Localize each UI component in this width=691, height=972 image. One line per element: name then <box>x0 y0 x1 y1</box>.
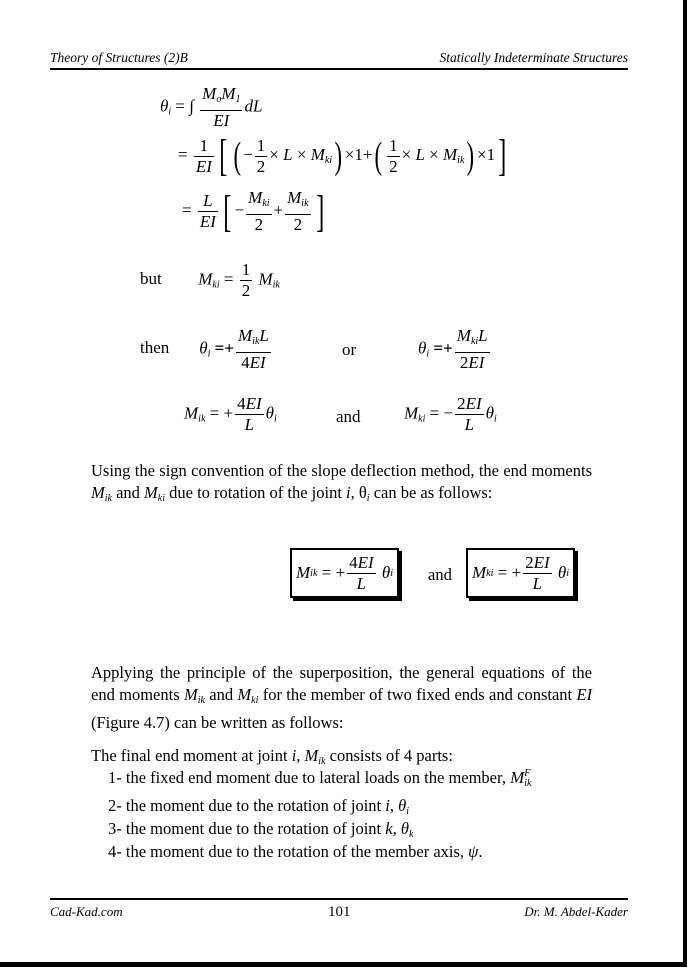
footer-right: Dr. M. Abdel-Kader <box>524 904 628 919</box>
word-or: or <box>342 340 357 359</box>
but-line: but $M_{ki}$ = $\frac{1}{2}$ $M_{ik}$ <box>140 260 280 300</box>
equation-theta-integral: $\theta_i$ = ∫ $\frac{M_oM_1}{EI}$ dL <box>160 84 263 130</box>
word-but: but <box>140 269 162 289</box>
page-header <box>50 50 628 70</box>
boxed-equation-mik: M ik = + $\frac{4EI}{L}$ θ i <box>290 548 399 598</box>
word-and-2: and <box>428 565 452 584</box>
p1-text-d: can be as follows: <box>373 483 493 502</box>
word-and-1: and <box>336 407 361 426</box>
p3-text-b: consists of 4 parts: <box>329 746 453 765</box>
list-item-3-text: 3- the moment due to the rotation of joint <box>108 819 382 838</box>
header-right: Statically Indeterminate Structures <box>439 50 628 65</box>
p1-text-a: Using the sign convention of the slope deflection method, the end moments <box>91 461 592 480</box>
list-item-2: 2- the moment due to the rotation of joint i, $\theta_i$ <box>108 796 409 817</box>
boxed-equation-mki: M ki = + $\frac{2EI}{L}$ θ i <box>466 548 575 598</box>
page-footer <box>50 898 628 930</box>
footer-left: Cad-Kad.com <box>50 904 123 919</box>
p3-text-a: The final end moment at joint <box>91 746 288 765</box>
equation-step-2: = $\frac{1}{EI}$ [ ( − $\frac{1}{2}$ × $L \times M_{ki}) \times 1+$( $\frac{1}{2}$ × $L \times M_{ik}) \times 1$] <box>178 131 507 180</box>
paragraph-sign-convention: Using the sign convention of the slope deflection method, the end moments $M_{ik}$ and $M_{ki}$ due to rotation of the joint i, $\theta_i$ can be as follows: <box>91 461 592 504</box>
page-number: 101 <box>328 904 351 920</box>
list-item-4-text: 4- the moment due to the rotation of the member axis, <box>108 842 465 861</box>
paragraph-final-moment: The final end moment at joint i, $M_{ik}$ consists of 4 parts: <box>91 746 453 767</box>
header-left: Theory of Structures (2)B <box>50 50 188 65</box>
list-item-2-text: 2- the moment due to the rotation of joint <box>108 796 382 815</box>
list-item-1-text: 1- the fixed end moment due to lateral loads on the member, <box>108 768 506 787</box>
equation-step-3: = $\frac{L}{EI}$ [ − $\frac{M_{ki}}{2}$ + $\frac{M_{ik}}{2}$ ] <box>182 186 324 236</box>
equation-theta-2ei: $\theta_i$ =+ $\frac{M_{ki}L}{2EI}$ <box>418 326 488 372</box>
p2-text-c: for the member of two fixed ends and constant <box>262 685 573 704</box>
p2-text-b: and <box>209 685 234 704</box>
list-item-1: 1- the fixed end moment due to lateral loads on the member, M F ik <box>108 768 532 790</box>
paragraph-superposition: Applying the principle of the superposition, the general equations of the end moments $M_{ik}$ and $M_{ki}$ for the member of two fixed ends and constant EI (Figure 4.7) can be written as follows: <box>91 663 593 732</box>
list-item-3: 3- the moment due to the rotation of joint k, $\theta_k$ <box>108 819 414 840</box>
p2-text-a: Applying the principle of the superposition, the general equations of the end moments <box>91 663 592 704</box>
p1-text-c: due to rotation of the joint <box>169 483 342 502</box>
word-then: then <box>140 338 170 358</box>
then-line: then $\theta_i$ =+ $\frac{M_{ik}L}{4EI}$ <box>140 326 269 372</box>
p1-text-b: and <box>116 483 140 502</box>
equation-mik: $M_{ik}$ = + $\frac{4EI}{L}$ $\theta_i$ <box>184 394 277 434</box>
p2-text-d: (Figure 4.7) can be written as follows: <box>91 713 344 732</box>
equation-mki: $M_{ki}$ = − $\frac{2EI}{L}$ $\theta_i$ <box>404 394 497 434</box>
list-item-4: 4- the moment due to the rotation of the member axis, ψ. <box>108 842 483 861</box>
